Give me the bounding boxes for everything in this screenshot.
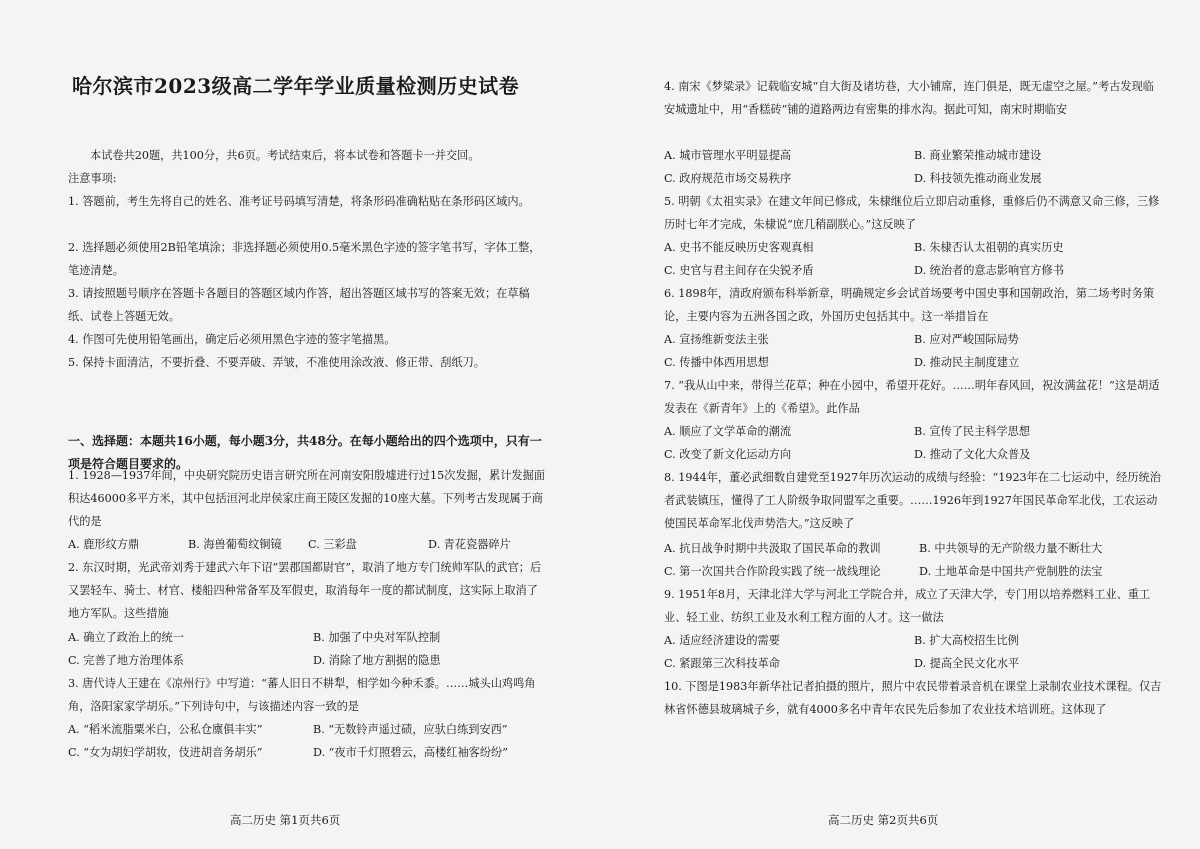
question-5-options bbox=[664, 236, 1164, 259]
option-a: A. “稻米流脂粟米白，公私仓廪俱丰实” bbox=[68, 723, 263, 736]
notice-item: 4. 作图可先使用铅笔画出，确定后必须用黑色字迹的签字笔描黑。 bbox=[68, 333, 396, 346]
option-d: D. 统治者的意志影响官方修书 bbox=[914, 264, 1064, 277]
option-b: B. 应对严峻国际局势 bbox=[914, 333, 1019, 346]
option-b: B. 商业繁荣推动城市建设 bbox=[914, 149, 1042, 162]
question-1: 1. 1928—1937年间，中央研究院历史语言研究所在河南安阳殷墟进行过15次发掘，累计发掘面积达46000多平方米，其中包括洹河北岸侯家庄商王陵区发掘的10座大墓。下列考古发现属于商代的是 bbox=[68, 469, 545, 528]
option-c: C. 第一次国共合作阶段实践了统一战线理论 bbox=[664, 565, 881, 578]
option-a: A. 鹿形纹方鼎 bbox=[68, 538, 140, 551]
question-2-options bbox=[68, 649, 548, 672]
question-1-options bbox=[68, 533, 548, 556]
option-a: A. 抗日战争时期中共汲取了国民革命的教训 bbox=[664, 542, 881, 555]
question-7-options bbox=[664, 420, 1164, 443]
question-7-options bbox=[664, 443, 1164, 466]
question-9-options bbox=[664, 629, 1164, 652]
question-3-options bbox=[68, 741, 558, 764]
option-a: A. 宣扬维新变法主张 bbox=[664, 333, 769, 346]
option-d: D. 提高全民文化水平 bbox=[914, 657, 1020, 670]
option-b: B. 宣传了民主科学思想 bbox=[914, 425, 1031, 438]
option-c: C. “女为胡妇学胡妆，伎进胡音务胡乐” bbox=[68, 746, 263, 759]
section-heading: 一、选择题：本题共16小题，每小题3分，共48分。在每小题给出的四个选项中，只有一项是符合题目要求的。 bbox=[68, 434, 542, 471]
question-8-options bbox=[664, 560, 1174, 583]
question-4-options bbox=[664, 144, 1164, 167]
question-4: 4. 南宋《梦粱录》记载临安城“自大街及诸坊巷，大小铺席，连门俱是，既无虚空之屋。”考古发现临安城遗址中，用“香糕砖”铺的道路两边有密集的排水沟。据此可知，南宋时期临安 bbox=[664, 80, 1154, 116]
option-c: C. 改变了新文化运动方向 bbox=[664, 448, 792, 461]
option-c: C. 传播中体西用思想 bbox=[664, 356, 769, 369]
page-right bbox=[600, 0, 1200, 849]
question-10: 10. 下图是1983年新华社记者拍摄的照片，照片中农民带着录音机在课堂上录制农业技术课程。仅吉林省怀德县玻璃城子乡，就有4000多名中青年农民先后参加了农业技术培训班。这体现了 bbox=[664, 680, 1162, 716]
question-6: 6. 1898年，清政府颁布科举新章，明确规定乡会试首场要考中国史事和国朝政治，第二场考时务策论，主要内容为五洲各国之政，外国历史包括其中。这一举措旨在 bbox=[664, 287, 1155, 323]
option-a: A. 顺应了文学革命的潮流 bbox=[664, 425, 792, 438]
option-d: D. 消除了地方割据的隐患 bbox=[313, 654, 441, 667]
option-c: C. 政府规范市场交易秩序 bbox=[664, 172, 792, 185]
notice-item: 3. 请按照题号顺序在答题卡各题目的答题区域内作答，超出答题区域书写的答案无效；在草稿纸、试卷上答题无效。 bbox=[68, 287, 530, 323]
notice-item: 2. 选择题必须使用2B铅笔填涂；非选择题必须使用0.5毫米黑色字迹的签字笔书写，字体工整，笔迹清楚。 bbox=[68, 241, 541, 277]
question-9-options bbox=[664, 652, 1164, 675]
option-b: B. “无数铃声遥过碛，应驮白练到安西” bbox=[313, 723, 508, 736]
option-d: D. 土地革命是中国共产党制胜的法宝 bbox=[919, 565, 1103, 578]
option-d: D. “夜市千灯照碧云，高楼红袖客纷纷” bbox=[313, 746, 508, 759]
notice-heading: 注意事项: bbox=[68, 172, 117, 185]
question-3-options bbox=[68, 718, 558, 741]
question-9: 9. 1951年8月，天津北洋大学与河北工学院合并，成立了天津大学，专门用以培养燃料工业、重工业、轻工业、纺织工业及水利工程方面的人才。这一做法 bbox=[664, 588, 1151, 624]
question-3: 3. 唐代诗人王建在《凉州行》中写道：“蕃人旧日不耕犁，相学如今种禾黍。……城头山鸡鸣角角，洛阳家家学胡乐。”下列诗句中，与该描述内容一致的是 bbox=[68, 677, 536, 713]
notice-item: 1. 答题前，考生先将自己的姓名、准考证号码填写清楚，将条形码准确粘贴在条形码区域内。 bbox=[68, 195, 530, 208]
option-b: B. 中共领导的无产阶级力量不断壮大 bbox=[919, 542, 1103, 555]
question-6-options bbox=[664, 351, 1164, 374]
option-a: A. 城市管理水平明显提高 bbox=[664, 149, 792, 162]
option-c: C. 完善了地方治理体系 bbox=[68, 654, 184, 667]
option-d: D. 青花瓷器碎片 bbox=[428, 538, 511, 551]
page-footer: 高二历史 第2页共6页 bbox=[828, 813, 939, 827]
question-5-options bbox=[664, 259, 1164, 282]
option-c: C. 三彩盘 bbox=[308, 538, 357, 551]
question-8: 8. 1944年，董必武细数自建党至1927年历次运动的成绩与经验：“1923年在二七运动中，经历统治者武装镇压，懂得了工人阶级争取同盟军之重要。……1926年到1927年国民革命军北伐，工农运动使国民革命军北伐声势浩大。”这反映了 bbox=[664, 471, 1161, 530]
question-7: 7. “我从山中来，带得兰花草；种在小园中，希望开花好。……明年春风回，祝汝满盆花！”这是胡适发表在《新青年》上的《希望》。此作品 bbox=[664, 379, 1160, 415]
notice-item: 5. 保持卡面清洁，不要折叠、不要弄破、弄皱，不准使用涂改液、修正带、刮纸刀。 bbox=[68, 356, 485, 369]
question-8-options bbox=[664, 537, 1174, 560]
intro-text: 本试卷共20题，共100分，共6页。考试结束后，将本试卷和答题卡一并交回。 bbox=[90, 149, 480, 162]
exam-title: 哈尔滨市2023级高二学年学业质量检测历史试卷 bbox=[72, 74, 520, 98]
option-d: D. 推动民主制度建立 bbox=[914, 356, 1020, 369]
question-2-options bbox=[68, 626, 548, 649]
option-b: B. 加强了中央对军队控制 bbox=[313, 631, 441, 644]
page-footer: 高二历史 第1页共6页 bbox=[230, 813, 341, 827]
option-a: A. 确立了政治上的统一 bbox=[68, 631, 184, 644]
option-b: B. 扩大高校招生比例 bbox=[914, 634, 1019, 647]
option-b: B. 海兽葡萄纹铜镜 bbox=[188, 538, 282, 551]
question-5: 5. 明朝《太祖实录》在建文年间已修成，朱棣继位后立即启动重修，重修后仍不满意又命三修，三修历时七年才完成，朱棣说“庶几稍副朕心。”这反映了 bbox=[664, 195, 1160, 231]
option-d: D. 推动了文化大众普及 bbox=[914, 448, 1031, 461]
question-2: 2. 东汉时期，光武帝刘秀于建武六年下诏“罢郡国都尉官”，取消了地方专门统帅军队的武官；后又罢轻车、骑士、材官、楼船四种常备军及军假吏，取消每年一度的都试制度，这实际上取消了地方军队。这些措施 bbox=[68, 561, 542, 620]
option-a: A. 适应经济建设的需要 bbox=[664, 634, 780, 647]
option-c: C. 紧跟第三次科技革命 bbox=[664, 657, 780, 670]
option-c: C. 史官与君主间存在尖锐矛盾 bbox=[664, 264, 814, 277]
question-6-options bbox=[664, 328, 1164, 351]
option-d: D. 科技领先推动商业发展 bbox=[914, 172, 1042, 185]
question-4-options bbox=[664, 167, 1164, 190]
option-b: B. 朱棣否认太祖朝的真实历史 bbox=[914, 241, 1064, 254]
option-a: A. 史书不能反映历史客观真相 bbox=[664, 241, 814, 254]
